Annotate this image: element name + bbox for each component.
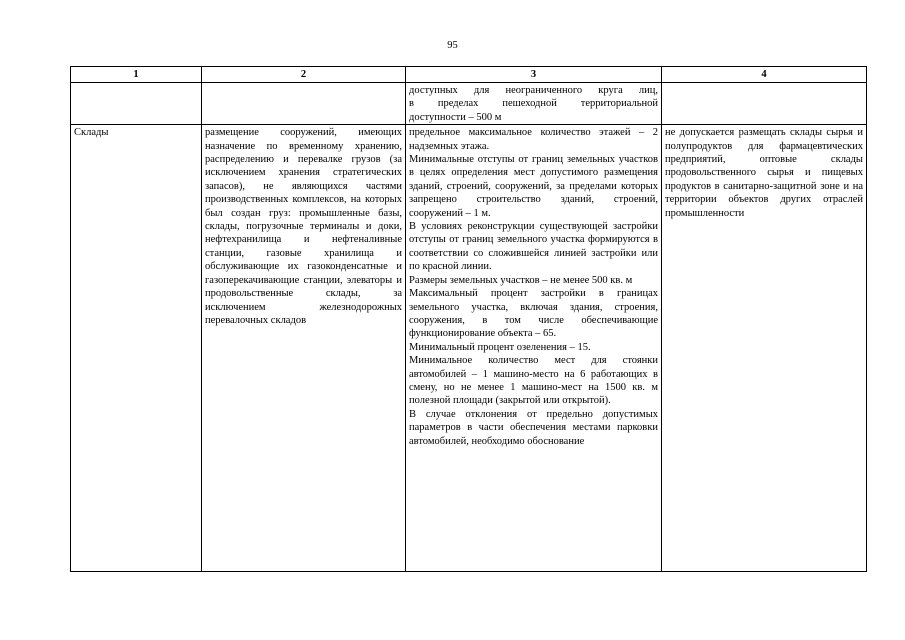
continuation-cell-3 [406,83,662,125]
continuation-line: доступных для неограниченного круга лиц, [409,85,658,96]
page-number: 95 [447,40,458,51]
continuation-cell-1 [71,83,202,125]
land-use-restrictions: не допускается размещать склады сырья и полупродуктов для фармацевтических предприятий, оптовые склады продовольственного сырья и пищевых продуктов в санитарно-защитной зоне и на территории объектов других отраслей промышленности [662,125,867,572]
parameter-paragraph: предельное максимальное количество этажей – 2 надземных этажа. [409,127,658,152]
land-use-name: Склады [71,125,202,572]
parameter-paragraph: Минимальные отступы от границ земельных участков в целях определения мест допустимого размещения зданий, строений, сооружений, за пределами которых запрещено строительство зданий, строений, сооружений – 1 м. [409,154,658,219]
regulations-table [70,66,867,572]
table-row [71,125,867,572]
parameter-paragraph: Размеры земельных участков – не менее 500 кв. м [409,274,633,286]
column-header-1: 1 [71,67,202,83]
continuation-cell-4 [662,83,867,125]
land-use-parameters [406,125,662,572]
column-header-2: 2 [202,67,406,83]
column-header-3: 3 [406,67,662,83]
land-use-description: размещение сооружений, имеющих назначение по временному хранению, распределению и перевалке грузов (за исключением хранения стратегических запасов), не являющихся частями производственных комплексов, на которых был создан груз: промышленные базы, склады, погрузочные терминалы и доки, нефтехранилища и нефтеналивные станции, газовые хранилища и обслуживающие их газоконденсатные и газоперекачивающие станции, элеваторы и продовольственные склады, за исключением железнодорожных перевалочных складов [202,125,406,572]
continuation-line: доступности – 500 м [409,111,502,123]
header-row [71,67,867,83]
continuation-row [71,83,867,125]
continuation-line: в пределах пешеходной территориальной [409,98,658,110]
parameter-paragraph: В условиях реконструкции существующей застройки отступы от границ земельного участка формируются в соответствии со сложившейся линией застройки или по красной линии. [409,221,658,273]
parameter-paragraph: Минимальное количество мест для стоянки автомобилей – 1 машино-место на 6 работающих в смену, но не менее 1 машино-мест на 1500 кв. м полезной площади (закрытой или открытой). [409,355,658,407]
parameter-paragraph: Минимальный процент озеленения – 15. [409,341,591,353]
column-header-4: 4 [662,67,867,83]
parameter-paragraph: Максимальный процент застройки в границах земельного участка, включая здания, строения, сооружения, в том числе обеспечивающие функционирование объекта – 65. [409,288,658,340]
continuation-cell-2 [202,83,406,125]
parameter-paragraph: В случае отклонения от предельно допустимых параметров в части обеспечения местами парковки автомобилей, необходимо обоснование [409,408,658,447]
